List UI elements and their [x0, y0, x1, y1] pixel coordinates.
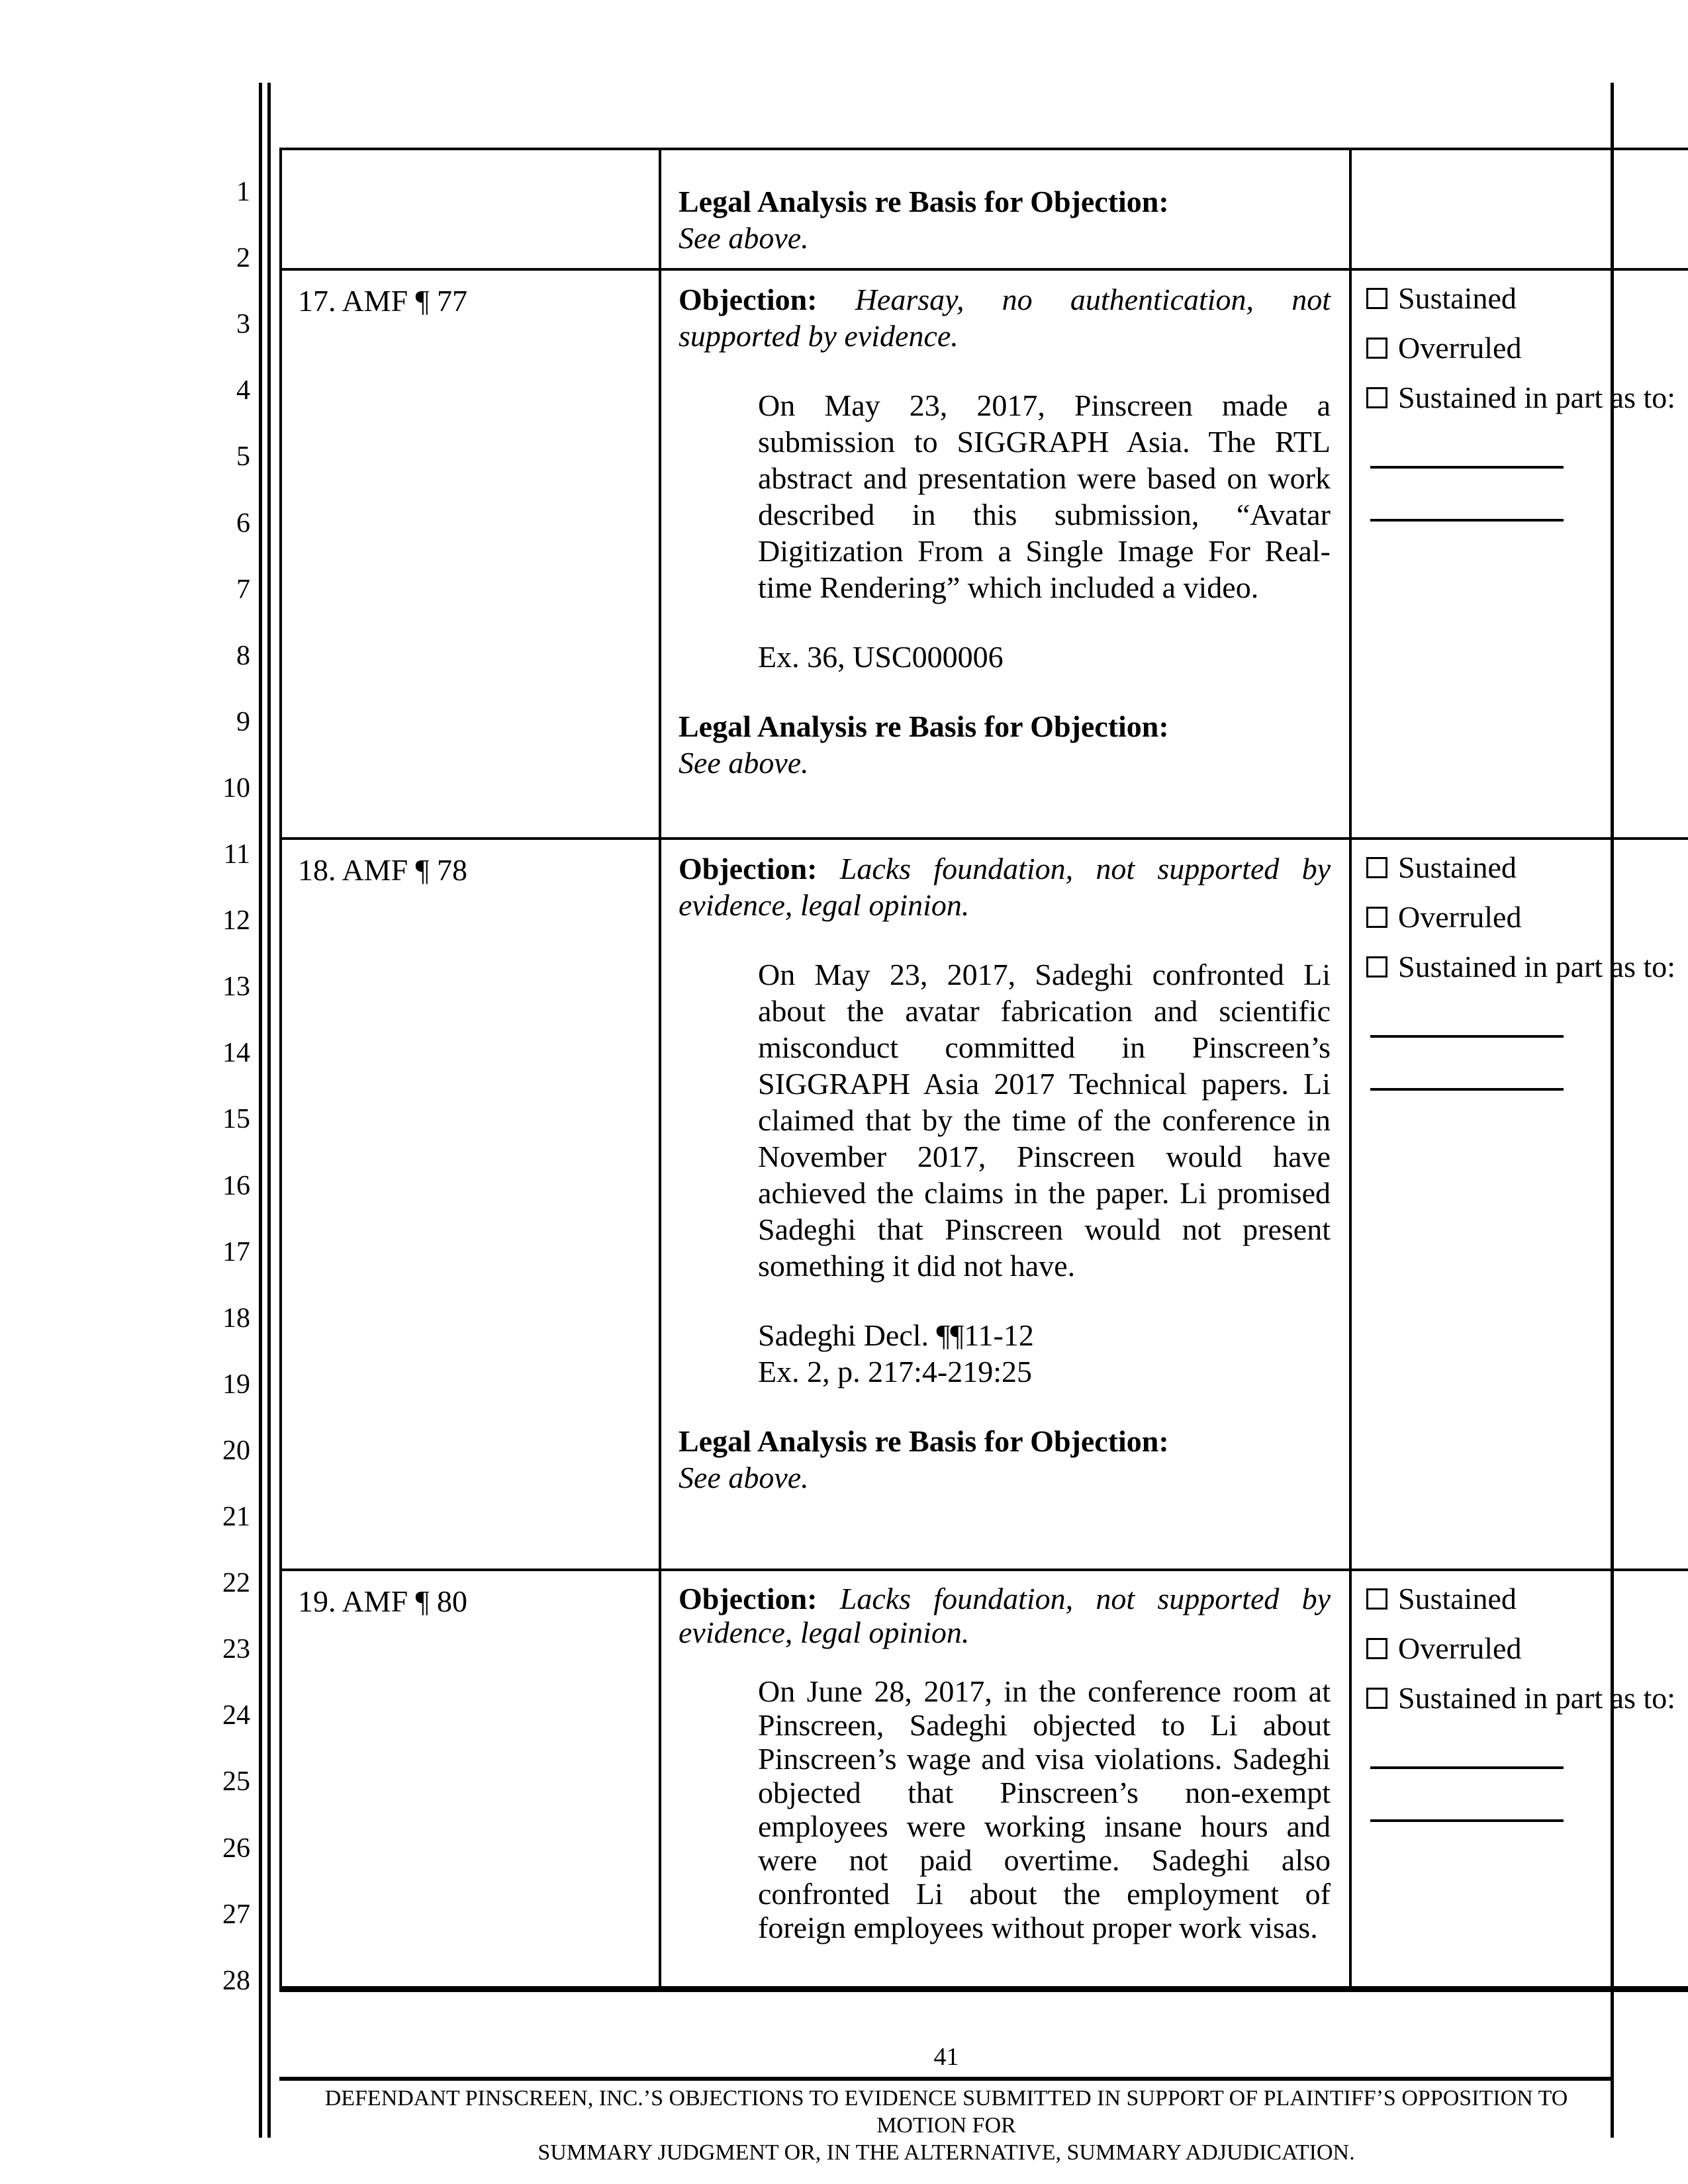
ruling-write-in-line[interactable] [1370, 1766, 1564, 1769]
line-number: 13 [222, 972, 250, 1003]
objection-body: On May 23, 2017, Sadeghi confronted Li about the avatar fabrication and scientific misconduct committed in Pinscreen’s SIGGRAPH Asia 2017 Technical papers. Li claimed that by the time of the conference in November 2017, Pinscreen would have achieved the claims in the paper. Li promised Sadeghi that Pinscreen would not present something it did not have. [758, 958, 1331, 1283]
citation-block [758, 1317, 1331, 1390]
line-number: 27 [222, 1899, 250, 1930]
ruling-option-sustained-in-part[interactable] [1366, 948, 1677, 985]
ruling-label: Sustained [1398, 1582, 1517, 1616]
ruling-option-overruled[interactable] [1366, 330, 1677, 366]
line-number: 9 [236, 706, 250, 737]
ruling-option-sustained[interactable] [1366, 280, 1677, 316]
line-number: 26 [222, 1833, 250, 1864]
checkbox-icon[interactable] [1366, 857, 1387, 878]
ruling-write-in-line[interactable] [1370, 1035, 1564, 1038]
line-number: 28 [222, 1965, 250, 1996]
table-row-amf-78 [281, 839, 1688, 1570]
line-number: 14 [222, 1038, 250, 1069]
line-number: 3 [236, 309, 250, 340]
amf-ref-cell [281, 1570, 660, 1989]
table-row-amf-77 [281, 269, 1688, 839]
objection-line [679, 1582, 1331, 1649]
line-number: 6 [236, 508, 250, 539]
line-number: 16 [222, 1170, 250, 1201]
table-row-continuation [281, 149, 1688, 269]
objection-line [679, 850, 1331, 923]
pleading-left-border-outer [259, 83, 262, 2138]
objection-cell [660, 839, 1350, 1570]
objection-cell [660, 269, 1350, 839]
objection-label: Objection: [679, 852, 818, 886]
line-number: 22 [222, 1568, 250, 1599]
citation-block [758, 639, 1331, 675]
citation-line: Ex. 36, USC000006 [758, 640, 1004, 674]
line-number-rail [0, 0, 250, 2184]
objection-grounds: Lacks foundation, not supported by evidence, legal opinion. [679, 1582, 1331, 1650]
line-number: 8 [236, 640, 250, 671]
objection-grounds: Lacks foundation, not supported by evidence, legal opinion. [679, 852, 1331, 923]
line-number: 1 [236, 177, 250, 207]
checkbox-icon[interactable] [1366, 288, 1387, 309]
amf-ref: 17. AMF ¶ 77 [298, 284, 468, 318]
line-number: 17 [222, 1236, 250, 1267]
line-number: 24 [222, 1700, 250, 1731]
line-number: 4 [236, 375, 250, 406]
page-number: 41 [933, 2043, 959, 2071]
table-row-amf-80 [281, 1570, 1688, 1989]
ruling-label: Sustained in part as to: [1398, 381, 1676, 415]
line-number: 21 [222, 1502, 250, 1532]
checkbox-icon[interactable] [1366, 1638, 1387, 1659]
checkbox-icon[interactable] [1366, 338, 1387, 359]
legal-analysis-text: See above. [679, 1461, 809, 1495]
ruling-option-sustained-in-part[interactable] [1366, 379, 1677, 416]
citation-line: Sadeghi Decl. ¶¶11-12 [758, 1318, 1034, 1353]
ruling-cell [1350, 839, 1688, 1570]
line-number: 2 [236, 243, 250, 274]
legal-analysis-heading: Legal Analysis re Basis for Objection: [679, 1424, 1169, 1459]
ruling-label: Overruled [1398, 900, 1522, 934]
objection-body: On June 28, 2017, in the conference room at Pinscreen, Sadeghi objected to Li about Pinscreen’s wage and visa violations. Sadeghi objected that Pinscreen’s non-exempt employees were working insane hours and were not paid overtime. Sadeghi also confronted Li about the employment of foreign employees without proper work visas. [758, 1674, 1331, 1945]
line-number: 15 [222, 1104, 250, 1135]
line-number: 18 [222, 1302, 250, 1334]
amf-ref-cell [281, 149, 660, 269]
ruling-label: Sustained [1398, 281, 1517, 316]
checkbox-icon[interactable] [1366, 907, 1387, 928]
ruling-label: Overruled [1398, 331, 1522, 365]
objections-table [279, 148, 1688, 1992]
ruling-option-overruled[interactable] [1366, 899, 1677, 935]
line-number: 23 [222, 1634, 250, 1665]
objection-cell [660, 1570, 1350, 1989]
line-number: 20 [222, 1435, 250, 1466]
objection-grounds: Hearsay, no authentication, not supported by evidence. [679, 283, 1331, 353]
ruling-write-in-line[interactable] [1370, 466, 1564, 469]
line-number: 10 [222, 772, 250, 803]
line-number: 25 [222, 1766, 250, 1797]
ruling-option-sustained-in-part[interactable] [1366, 1680, 1677, 1716]
ruling-write-in-line[interactable] [1370, 519, 1564, 522]
amf-ref: 18. AMF ¶ 78 [298, 853, 468, 887]
line-number: 5 [236, 441, 250, 473]
objection-line [679, 281, 1331, 354]
line-number: 7 [236, 574, 250, 605]
ruling-label: Overruled [1398, 1631, 1522, 1666]
line-number: 12 [222, 905, 250, 936]
checkbox-icon[interactable] [1366, 1688, 1387, 1709]
legal-analysis-text: See above. [679, 746, 809, 780]
ruling-label: Sustained in part as to: [1398, 950, 1676, 984]
footer-title-line: DEFENDANT PINSCREEN, INC.’S OBJECTIONS TO EVIDENCE SUBMITTED IN SUPPORT OF PLAINTIFF’S OPPOSITION TO MOTION FOR [324, 2086, 1568, 2138]
line-number: 11 [223, 839, 250, 870]
citation-line: Ex. 2, p. 217:4-219:25 [758, 1355, 1032, 1389]
footer-divider [279, 2077, 1613, 2081]
document-footer [312, 2085, 1580, 2166]
ruling-write-in-line[interactable] [1370, 1819, 1564, 1822]
objection-label: Objection: [679, 283, 818, 317]
checkbox-icon[interactable] [1366, 1588, 1387, 1610]
ruling-option-overruled[interactable] [1366, 1630, 1677, 1666]
objection-body: On May 23, 2017, Pinscreen made a submission to SIGGRAPH Asia. The RTL abstract and presentation were based on work described in this submission, “Avatar Digitization From a Single Image For Real-time Rendering” which included a video. [758, 388, 1331, 605]
amf-ref-cell [281, 269, 660, 839]
ruling-label: Sustained [1398, 850, 1517, 885]
checkbox-icon[interactable] [1366, 387, 1387, 408]
ruling-cell [1350, 149, 1688, 269]
ruling-option-sustained[interactable] [1366, 849, 1677, 886]
objection-cell [660, 149, 1350, 269]
legal-analysis-heading: Legal Analysis re Basis for Objection: [679, 185, 1169, 218]
amf-ref-cell [281, 839, 660, 1570]
ruling-label: Sustained in part as to: [1398, 1681, 1676, 1715]
footer-title-line: SUMMARY JUDGMENT OR, IN THE ALTERNATIVE, SUMMARY ADJUDICATION. [538, 2140, 1355, 2165]
ruling-option-sustained[interactable] [1366, 1580, 1677, 1617]
legal-analysis-heading: Legal Analysis re Basis for Objection: [679, 709, 1169, 744]
pleading-left-border-inner [267, 83, 271, 2138]
ruling-write-in-line[interactable] [1370, 1088, 1564, 1091]
checkbox-icon[interactable] [1366, 956, 1387, 978]
line-number: 19 [222, 1369, 250, 1400]
objection-label: Objection: [679, 1582, 818, 1616]
legal-analysis-text: See above. [679, 221, 809, 255]
ruling-cell [1350, 269, 1688, 839]
amf-ref: 19. AMF ¶ 80 [298, 1584, 468, 1619]
ruling-cell [1350, 1570, 1688, 1989]
